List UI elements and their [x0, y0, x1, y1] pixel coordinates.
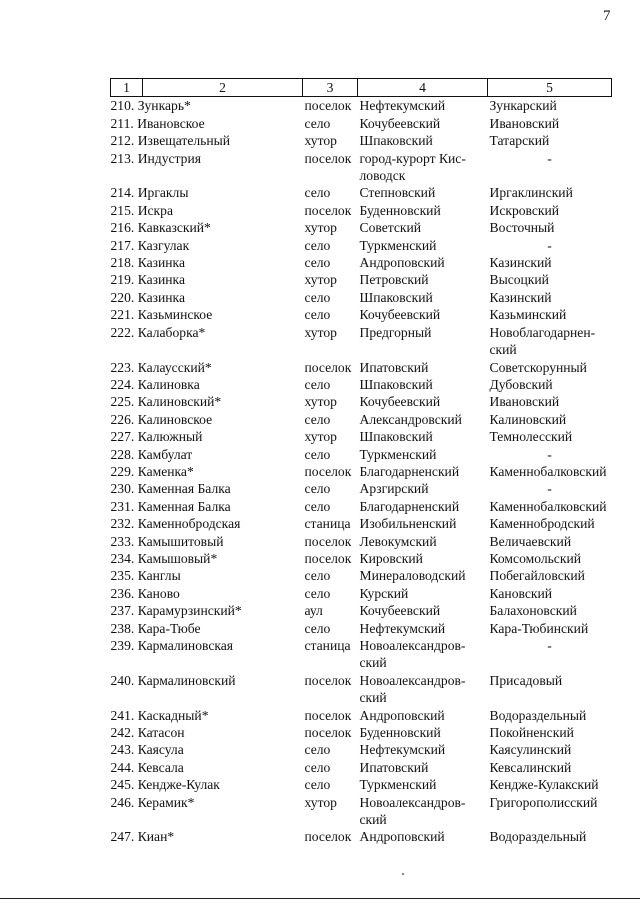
settlement-name-cell [111, 132, 303, 149]
table-row [111, 533, 612, 550]
settlement-name-cell [111, 672, 303, 707]
council-name: Ивановский [489, 115, 560, 131]
row-number: 234. [110, 550, 135, 566]
settlement-name-cell [111, 620, 303, 637]
settlement-name-cell [111, 602, 303, 619]
page-number: 7 [603, 8, 611, 24]
table-row [111, 794, 612, 829]
council-name: Новоблагодарнен- ский [489, 324, 596, 358]
row-number: 230. [110, 481, 135, 497]
row-number: 214. [110, 185, 135, 201]
settlement-name-cell [111, 463, 303, 480]
settlement-name-cell [111, 202, 303, 219]
settlement-name-cell [111, 637, 303, 672]
settlement-type: аул [304, 603, 323, 619]
row-number: 223. [110, 359, 135, 375]
settlement-type: хутор [304, 394, 337, 410]
district-name: Петровский [359, 272, 429, 288]
settlement-type: село [304, 185, 331, 201]
settlement-name-cell [111, 376, 303, 393]
table-header [111, 79, 612, 97]
settlement-type: поселок [304, 533, 352, 549]
settlement-name-cell [111, 97, 303, 115]
settlement-name-cell [111, 533, 303, 550]
settlement-name: Камышовый* [137, 550, 218, 566]
table-row [111, 150, 612, 185]
council-name: Кевсалинский [489, 759, 572, 775]
settlement-type: поселок [304, 725, 352, 741]
row-number: 236. [110, 585, 135, 601]
settlement-type: село [304, 255, 331, 271]
settlement-name-cell [111, 776, 303, 793]
settlement-name: Казинка [137, 272, 185, 288]
settlement-name: Калиновский* [137, 394, 222, 410]
settlement-name-cell [111, 428, 303, 445]
row-number: 213. [110, 150, 135, 166]
district-name: Ипатовский [359, 759, 429, 775]
settlement-name-cell [111, 446, 303, 463]
district-name: Курский [359, 585, 409, 601]
settlement-type: село [304, 446, 331, 462]
council-name: Комсомольский [489, 550, 581, 566]
district-name: Кочубеевский [359, 307, 441, 323]
settlement-name: Казинка [137, 289, 185, 305]
settlement-name: Кармалиновский [137, 672, 236, 688]
settlement-name: Катасон [137, 725, 185, 741]
table-row [111, 480, 612, 497]
council-name: Балахоновский [489, 603, 577, 619]
settlement-type: хутор [304, 220, 337, 236]
settlement-type: село [304, 289, 331, 305]
district-name: город-курорт Кис- ловодск [359, 150, 466, 184]
settlement-name-cell [111, 289, 303, 306]
table-row [111, 498, 612, 515]
table-row [111, 115, 612, 132]
settlement-name-cell [111, 567, 303, 584]
table-row [111, 741, 612, 758]
footer-rule [0, 898, 640, 899]
table-row [111, 567, 612, 584]
row-number: 247. [110, 829, 135, 845]
row-number: 229. [110, 463, 135, 479]
settlement-name: Кевсала [137, 759, 184, 775]
settlement-type: хутор [304, 133, 337, 149]
district-name: Кочубеевский [359, 603, 441, 619]
column-header-number: 1 [111, 79, 143, 97]
settlement-type: село [304, 307, 331, 323]
district-name: Новоалександров- ский [359, 638, 466, 671]
council-name: Татарский [489, 133, 550, 149]
settlement-name: Каскадный* [137, 707, 209, 723]
row-number: 222. [110, 324, 135, 340]
table-row [111, 271, 612, 288]
settlement-type: поселок [304, 98, 352, 114]
district-name: Благодарненский [359, 463, 460, 479]
column-header-name: 2 [143, 79, 303, 97]
table-row [111, 776, 612, 793]
council-name: Казьминский [489, 307, 567, 323]
settlement-name-cell [111, 480, 303, 497]
row-number: 238. [110, 620, 135, 636]
table-row [111, 828, 612, 845]
column-header-type: 3 [303, 79, 358, 97]
table-row [111, 550, 612, 567]
table-row [111, 585, 612, 602]
table-row [111, 515, 612, 532]
settlement-type: село [304, 568, 331, 584]
settlement-type: поселок [304, 359, 352, 375]
settlement-name: Калиновка [137, 376, 200, 392]
settlement-type: хутор [304, 429, 337, 445]
council-name: - [547, 150, 552, 166]
settlement-name: Индустрия [137, 150, 201, 166]
settlement-type: поселок [304, 829, 352, 845]
council-name: - [547, 481, 552, 497]
table-row [111, 132, 612, 149]
settlement-type: поселок [304, 150, 352, 166]
settlement-name: Камышитовый [137, 533, 224, 549]
settlement-name-cell [111, 411, 303, 428]
settlement-name-cell [111, 828, 303, 845]
settlement-type: село [304, 411, 331, 427]
table-row [111, 637, 612, 672]
settlement-name: Каменка* [137, 463, 194, 479]
settlement-name-cell [111, 550, 303, 567]
council-name: Восточный [489, 220, 555, 236]
settlement-type: село [304, 777, 331, 793]
district-name: Левокумский [359, 533, 437, 549]
settlement-name-cell [111, 707, 303, 724]
council-name: Побегайловский [489, 568, 585, 584]
row-number: 219. [110, 272, 135, 288]
settlement-name-cell [111, 359, 303, 376]
row-number: 239. [110, 638, 135, 653]
settlement-name: Канглы [137, 568, 181, 584]
settlement-type: поселок [304, 672, 352, 688]
settlement-name-cell [111, 393, 303, 410]
table-row [111, 759, 612, 776]
settlement-type: поселок [304, 550, 352, 566]
settlement-name-cell [111, 150, 303, 185]
settlement-name: Карамурзинский* [137, 603, 242, 619]
settlement-type: село [304, 115, 331, 131]
settlement-name-cell [111, 794, 303, 829]
council-name: Зункарский [489, 98, 557, 114]
row-number: 246. [110, 794, 135, 810]
settlement-name-cell [111, 585, 303, 602]
settlement-name: Каясула [137, 742, 184, 758]
district-name: Кочубеевский [359, 394, 441, 410]
table-row [111, 393, 612, 410]
row-number: 235. [110, 568, 135, 584]
settlement-name-cell [111, 324, 303, 359]
settlement-name: Камбулат [137, 446, 193, 462]
council-name: Водораздельный [489, 707, 587, 723]
settlement-type: хутор [304, 272, 337, 288]
district-name: Кировский [359, 550, 423, 566]
row-number: 227. [110, 429, 135, 445]
row-number: 240. [110, 672, 135, 688]
table-row [111, 724, 612, 741]
district-name: Нефтекумский [359, 742, 446, 758]
district-name: Нефтекумский [359, 620, 446, 636]
table-row [111, 219, 612, 236]
settlement-name: Иргаклы [137, 185, 189, 201]
council-name: Величаевский [489, 533, 572, 549]
district-name: Шпаковский [359, 429, 433, 445]
council-name: Кендже-Кулакский [489, 777, 599, 793]
table-row [111, 411, 612, 428]
row-number: 211. [110, 115, 134, 131]
council-name: Темнолесский [489, 429, 573, 445]
row-number: 218. [110, 255, 135, 271]
row-number: 242. [110, 725, 135, 741]
row-number: 243. [110, 742, 135, 758]
district-name: Шпаковский [359, 133, 433, 149]
council-name: Григорополисский [489, 794, 598, 810]
settlement-type: поселок [304, 463, 352, 479]
settlement-name: Калюжный [137, 429, 203, 445]
table-row [111, 376, 612, 393]
council-name: Каясулинский [489, 742, 572, 758]
table-row [111, 289, 612, 306]
table-row [111, 237, 612, 254]
settlement-name-cell [111, 115, 303, 132]
table-row [111, 672, 612, 707]
district-name: Туркменский [359, 446, 437, 462]
row-number: 224. [110, 376, 135, 392]
council-name: Казинский [489, 255, 552, 271]
row-number: 212. [110, 133, 135, 149]
row-number: 231. [110, 498, 135, 514]
district-name: Шпаковский [359, 376, 433, 392]
settlement-name-cell [111, 724, 303, 741]
table-row [111, 254, 612, 271]
column-header-district: 4 [358, 79, 488, 97]
district-name: Шпаковский [359, 289, 433, 305]
settlement-name-cell [111, 237, 303, 254]
council-name: Дубовский [489, 376, 553, 392]
settlement-name-cell [111, 219, 303, 236]
settlement-name: Каменная Балка [137, 481, 231, 497]
row-number: 216. [110, 220, 135, 236]
district-name: Арзгирский [359, 481, 429, 497]
district-name: Александровский [359, 411, 462, 427]
table-row [111, 359, 612, 376]
settlement-name-cell [111, 184, 303, 201]
district-name: Советский [359, 220, 422, 236]
council-name: Кановский [489, 585, 553, 601]
council-name: Присадовый [489, 672, 563, 688]
settlement-type: село [304, 742, 331, 758]
settlement-name: Кавказский* [137, 220, 211, 236]
district-name: Туркменский [359, 777, 437, 793]
district-name: Благодарненский [359, 498, 460, 514]
district-name: Нефтекумский [359, 98, 446, 114]
row-number: 232. [110, 516, 135, 532]
settlement-name: Казинка [137, 255, 185, 271]
table-body [111, 97, 612, 846]
council-name: - [547, 446, 552, 462]
settlement-name: Каменнобродская [137, 516, 241, 532]
row-number: 217. [110, 237, 135, 253]
settlement-name-cell [111, 741, 303, 758]
settlement-name: Каменная Балка [137, 498, 231, 514]
row-number: 225. [110, 394, 135, 410]
district-name: Кочубеевский [359, 115, 441, 131]
council-name: Водораздельный [489, 829, 587, 845]
settlement-name: Извещательный [137, 133, 231, 149]
settlement-name: Киан* [137, 829, 175, 845]
council-name: Кара-Тюбинский [489, 620, 589, 636]
settlement-name: Кармалиновская [137, 638, 234, 653]
council-name: Высоцкий [489, 272, 549, 288]
row-number: 245. [110, 777, 135, 793]
settlements-table [110, 78, 612, 846]
district-name: Буденновский [359, 725, 441, 741]
settlement-name: Калаборка* [137, 324, 206, 340]
settlement-name-cell [111, 498, 303, 515]
settlement-type: село [304, 620, 331, 636]
column-header-council: 5 [488, 79, 612, 97]
settlement-name: Кендже-Кулак [137, 777, 220, 793]
settlement-name-cell [111, 271, 303, 288]
row-number: 221. [110, 307, 135, 323]
table-row [111, 184, 612, 201]
settlement-type: село [304, 585, 331, 601]
district-name: Новоалександров- ский [359, 672, 466, 706]
council-name: Советскорунный [489, 359, 587, 375]
settlement-type: станица [304, 638, 351, 653]
row-number: 228. [110, 446, 135, 462]
table-row [111, 97, 612, 115]
settlement-name: Казгулак [137, 237, 190, 253]
row-number: 210. [110, 98, 135, 114]
settlement-type: село [304, 481, 331, 497]
settlement-name-cell [111, 515, 303, 532]
table-row [111, 620, 612, 637]
council-name: Иргаклинский [489, 185, 573, 201]
table-row [111, 306, 612, 323]
settlement-type: станица [304, 516, 351, 532]
row-number: 241. [110, 707, 135, 723]
council-name: Искровский [489, 202, 560, 218]
settlement-type: хутор [304, 324, 337, 340]
council-name: - [547, 237, 552, 253]
row-number: 244. [110, 759, 135, 775]
district-name: Предгорный [359, 324, 432, 340]
council-name: Каменнобалковский [489, 463, 607, 479]
settlement-name-cell [111, 306, 303, 323]
settlement-name: Зункарь* [137, 98, 191, 114]
settlement-name: Казьминское [137, 307, 213, 323]
district-name: Андроповский [359, 707, 445, 723]
table-row [111, 202, 612, 219]
council-name: Покойненский [489, 725, 574, 741]
district-name: Минераловодский [359, 568, 466, 584]
settlement-name-cell [111, 759, 303, 776]
district-name: Новоалександров- ский [359, 794, 466, 828]
table-row [111, 446, 612, 463]
council-name: Калиновский [489, 411, 567, 427]
settlement-name: Калиновское [137, 411, 213, 427]
district-name: Буденновский [359, 202, 441, 218]
district-name: Ипатовский [359, 359, 429, 375]
scan-speck [402, 873, 404, 875]
settlement-name: Калаусский* [137, 359, 212, 375]
settlement-name: Кара-Тюбе [137, 620, 201, 636]
row-number: 233. [110, 533, 135, 549]
settlement-name: Искра [137, 202, 173, 218]
settlement-type: село [304, 376, 331, 392]
district-name: Андроповский [359, 255, 445, 271]
settlement-name: Ивановское [137, 115, 205, 131]
settlement-type: село [304, 759, 331, 775]
council-name: Ивановский [489, 394, 560, 410]
council-name: Каменнобродский [489, 516, 595, 532]
settlement-type: хутор [304, 794, 337, 810]
table-row [111, 324, 612, 359]
district-name: Степновский [359, 185, 436, 201]
settlement-name-cell [111, 254, 303, 271]
settlement-type: село [304, 498, 331, 514]
settlement-type: село [304, 237, 331, 253]
settlement-type: поселок [304, 707, 352, 723]
row-number: 226. [110, 411, 135, 427]
district-name: Туркменский [359, 237, 437, 253]
settlement-name: Керамик* [137, 794, 195, 810]
table-row [111, 428, 612, 445]
table-row [111, 602, 612, 619]
row-number: 237. [110, 603, 135, 619]
table-row [111, 707, 612, 724]
council-name: - [547, 638, 552, 653]
settlement-name: Каново [137, 585, 180, 601]
council-name: Казинский [489, 289, 552, 305]
table-row [111, 463, 612, 480]
district-name: Андроповский [359, 829, 445, 845]
row-number: 215. [110, 202, 135, 218]
settlement-type: поселок [304, 202, 352, 218]
row-number: 220. [110, 289, 135, 305]
council-name: Каменнобалковский [489, 498, 607, 514]
district-name: Изобильненский [359, 516, 457, 532]
